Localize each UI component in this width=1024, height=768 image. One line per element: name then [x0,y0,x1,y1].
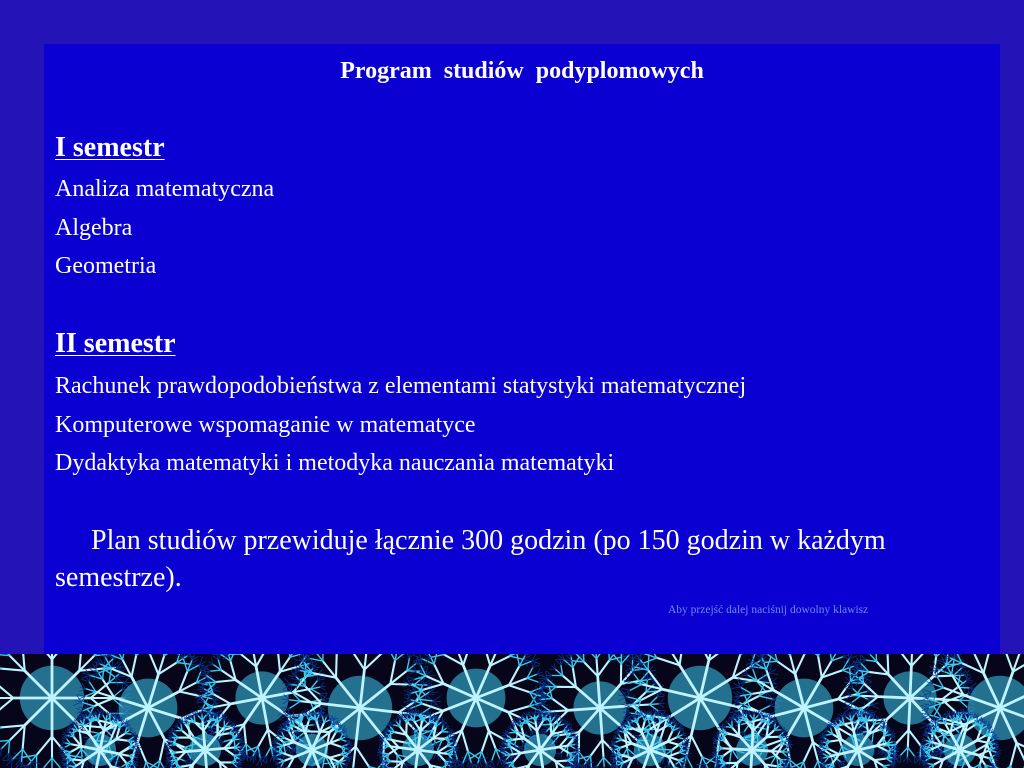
content-panel [44,44,1000,654]
semester-2-heading: II semestr [55,328,176,359]
course-item: Rachunek prawdopodobieństwa z elementami statystyki matematycznej [55,373,747,399]
course-item: Algebra [55,214,133,241]
semester-1-course-list [55,170,274,286]
course-item: Geometria [55,253,157,279]
course-item: Analiza matematyczna [55,176,275,202]
continue-hint[interactable]: Aby przejść dalej naciśnij dowolny klawisz [668,604,869,616]
course-item: Dydaktyka matematyki i metodyka nauczania matematyki [55,450,615,476]
course-item: Komputerowe wspomaganie w matematyce [55,411,476,438]
snowflake-fractal-border-icon [0,654,1024,768]
semester-2-course-list [55,367,746,483]
study-plan-text: Plan studiów przewiduje łącznie 300 godzin (po 150 godzin w każdym semestrze). [55,525,886,593]
semester-1-heading: I semestr [55,132,165,163]
slide-title: Program studiów podyplomowych [340,58,704,84]
